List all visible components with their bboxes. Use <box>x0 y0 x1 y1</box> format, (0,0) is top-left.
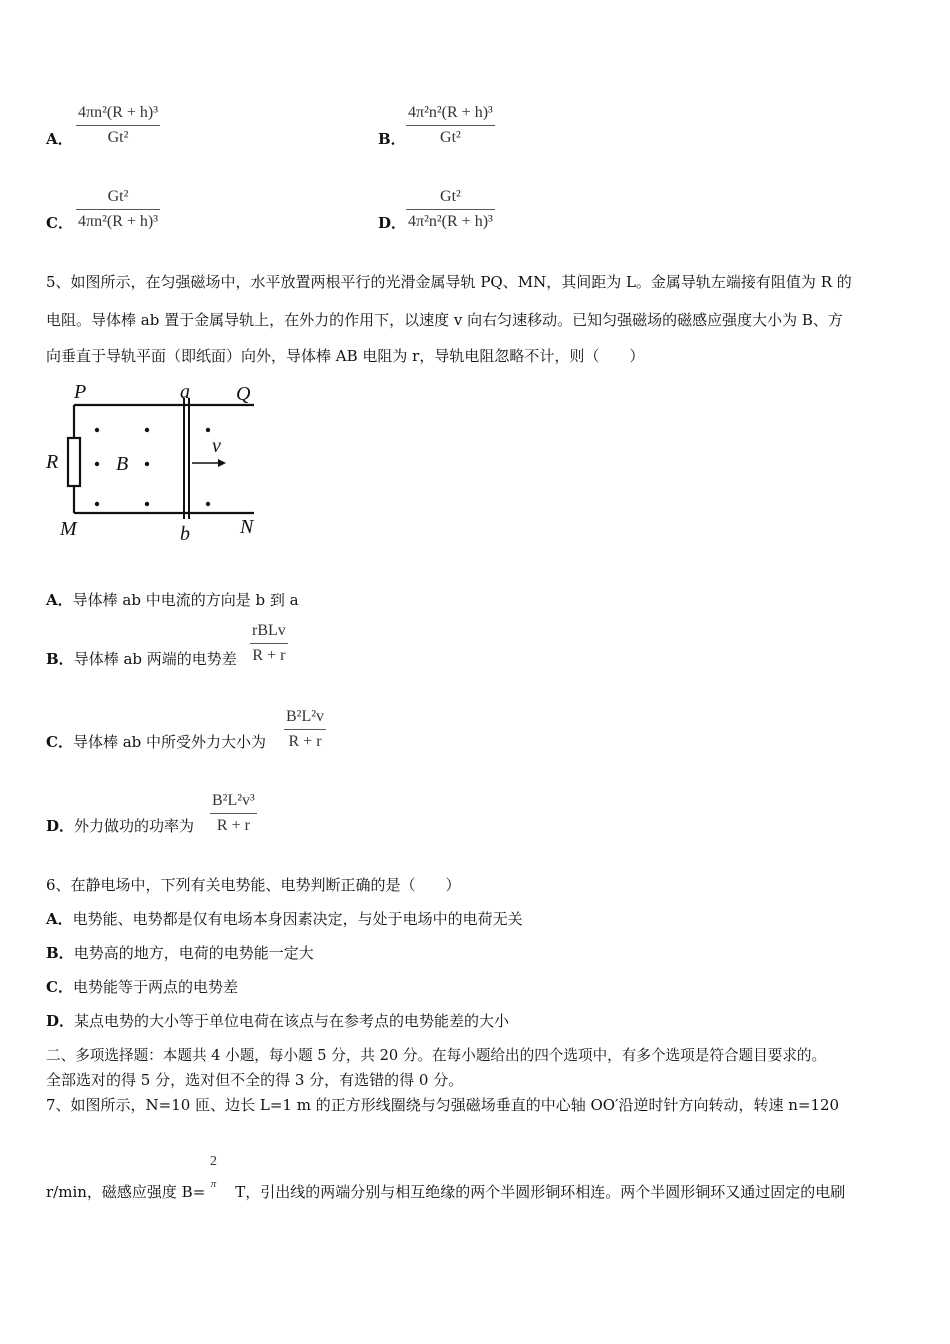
q5-option-d-fraction <box>210 792 257 835</box>
q7-line2-post: T，引出线的两端分别与相互绝缘的两个半圆形铜环相连。两个半圆形铜环又通过固定的电刷 <box>235 1183 846 1201</box>
q6-option-c <box>46 976 238 997</box>
option-text: 导体棒 ab 中所受外力大小为 <box>72 733 267 751</box>
q5-stem-line-3: 向垂直于导轨平面（即纸面）向外，导体棒 AB 电阻为 r，导轨电阻忽略不计，则（ ） <box>46 347 645 365</box>
section-2-heading-line-1: 二、多项选择题：本题共 4 小题，每小题 5 分，共 20 分。在每小题给出的四个选项中，有多个选项是符合题目要求的。 <box>46 1047 827 1064</box>
resistor <box>68 438 80 486</box>
fraction-numerator: 4π²n²(R + h)³ <box>408 104 493 121</box>
fraction-numerator: B²L²v³ <box>212 792 255 809</box>
section-2-heading-line-2: 全部选对的得 5 分，选对但不全的得 3 分，有选错的得 0 分。 <box>46 1071 464 1089</box>
fraction-denominator: Gt² <box>107 129 129 146</box>
q7-stem-line-1: 7、如图所示，N=10 匝、边长 L=1 m 的正方形线圈绕与匀强磁场垂直的中心轴 OO′沿逆时针方向转动，转速 n=120 <box>46 1096 840 1114</box>
fraction-numerator: 2 <box>210 1154 217 1169</box>
label-v: v <box>212 435 221 457</box>
option-label: A． <box>46 910 73 928</box>
fraction-bar <box>284 729 326 730</box>
velocity-arrow-head <box>218 459 226 467</box>
fraction-bar <box>210 813 257 814</box>
fraction-denominator: π <box>210 1178 217 1190</box>
q4-option-c-label: C． <box>46 214 73 232</box>
q5-option-b-fraction <box>250 622 288 665</box>
option-label: B． <box>46 650 74 668</box>
q6-option-b <box>46 942 314 963</box>
q5-circuit-figure <box>40 378 270 548</box>
label-q: Q <box>236 383 251 405</box>
fraction-denominator: Gt² <box>440 129 461 146</box>
fraction-bar <box>76 209 160 210</box>
q4-option-a-label: A． <box>46 130 73 148</box>
option-label: D． <box>46 1012 75 1030</box>
option-label: A． <box>46 591 73 609</box>
q6-option-a <box>46 908 523 929</box>
option-text: 导体棒 ab 中电流的方向是 b 到 a <box>72 591 299 609</box>
q4-option-d-label: D． <box>378 214 407 232</box>
fraction-numerator: 4πn²(R + h)³ <box>78 104 159 121</box>
q5-stem-line-2: 电阻。导体棒 ab 置于金属导轨上，在外力的作用下，以速度 v 向右匀速移动。已知匀强磁场的磁感应强度大小为 B、方 <box>46 311 843 329</box>
q4-option-d-fraction <box>406 188 495 231</box>
q5-option-c <box>46 731 266 752</box>
label-m: M <box>60 518 77 540</box>
option-text: 某点电势的大小等于单位电荷在该点与在参考点的电势能差的大小 <box>74 1012 510 1030</box>
fraction-bar <box>76 125 160 126</box>
q5-option-b <box>46 648 237 669</box>
option-label: C． <box>46 733 73 751</box>
fraction-numerator: Gt² <box>107 188 129 205</box>
label-p: P <box>74 381 87 403</box>
label-a: a <box>180 381 190 403</box>
option-text: 电势能、电势都是仅有电场本身因素决定，与处于电场中的电荷无关 <box>72 910 523 928</box>
q5-option-c-fraction <box>284 708 326 751</box>
q4-option-a-fraction <box>76 104 160 147</box>
option-text: 外力做功的功率为 <box>74 817 195 835</box>
q5-stem-line-1: 5、如图所示，在匀强磁场中，水平放置两根平行的光滑金属导轨 PQ、MN，其间距为 L。金属导轨左端接有阻值为 R 的 <box>46 273 852 291</box>
fraction-denominator: 4πn²(R + h)³ <box>78 213 159 230</box>
label-r: R <box>46 451 59 473</box>
option-label: B． <box>46 944 74 962</box>
q7-stem-line-2 <box>46 1181 845 1202</box>
q7-line2-pre: r/min，磁感应强度 B= <box>46 1183 206 1201</box>
q5-option-d <box>46 815 194 836</box>
label-b-field: B <box>116 453 129 475</box>
fraction-denominator: R + r <box>216 817 250 834</box>
q4-option-c-fraction <box>76 188 160 231</box>
q6-stem: 6、在静电场中，下列有关电势能、电势判断正确的是（ ） <box>46 876 461 894</box>
q5-option-a <box>46 589 299 610</box>
fraction-numerator: rBLv <box>252 622 286 639</box>
label-n: N <box>240 516 254 538</box>
option-label: D． <box>46 817 75 835</box>
option-text: 电势能等于两点的电势差 <box>72 978 238 996</box>
q4-option-b-label: B． <box>378 130 406 148</box>
option-text: 导体棒 ab 两端的电势差 <box>73 650 237 668</box>
option-label: C． <box>46 978 73 996</box>
q6-option-d <box>46 1010 509 1031</box>
fraction-denominator: R + r <box>252 647 286 664</box>
fraction-denominator: 4π²n²(R + h)³ <box>408 213 493 230</box>
label-b: b <box>180 523 190 545</box>
q7-b-fraction <box>208 1154 219 1190</box>
fraction-bar <box>250 643 288 644</box>
q4-option-b-fraction <box>406 104 495 147</box>
fraction-bar <box>406 209 495 210</box>
fraction-bar <box>406 125 495 126</box>
option-text: 电势高的地方，电荷的电势能一定大 <box>73 944 314 962</box>
fraction-numerator: B²L²v <box>286 708 325 725</box>
fraction-denominator: R + r <box>288 733 322 750</box>
fraction-numerator: Gt² <box>440 188 461 205</box>
